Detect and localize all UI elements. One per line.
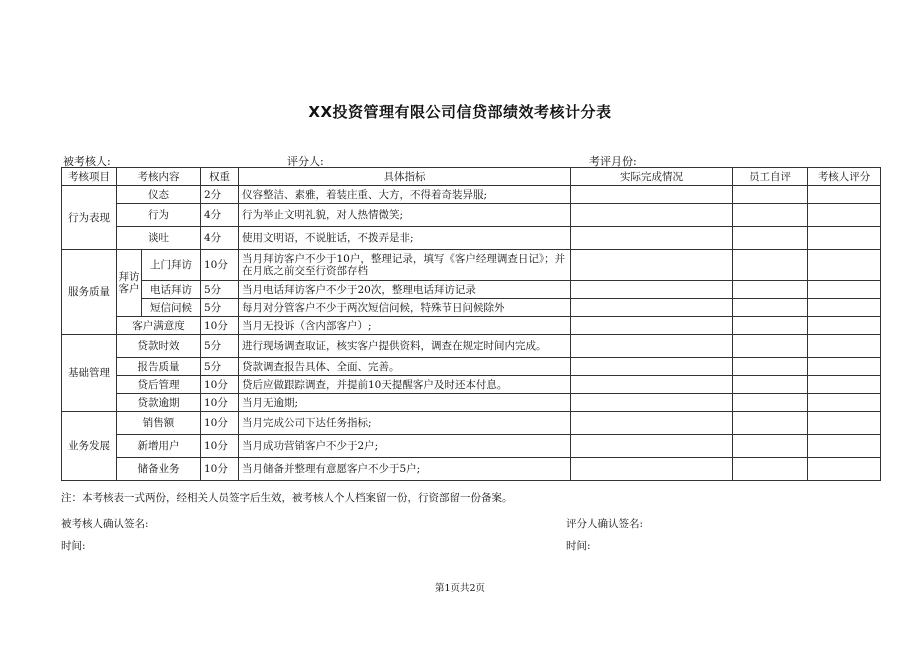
assessee-time-label: 时间: — [61, 540, 86, 552]
weight-cell: 10分 — [201, 250, 239, 281]
rater-score-input[interactable] — [808, 204, 881, 227]
indicator-cell: 当月无逾期; — [239, 394, 571, 412]
indicator-cell: 行为举止文明礼貌，对人热情微笑; — [239, 204, 571, 227]
table-note: 注：本考核表一式两份，经相关人员签字后生效，被考核人个人档案留一份，行资部留一份备案。 — [61, 492, 513, 504]
table-row — [62, 335, 881, 358]
actual-input[interactable] — [571, 281, 733, 299]
actual-input[interactable] — [571, 299, 733, 317]
actual-input[interactable] — [571, 435, 733, 458]
header-rater: 考核人评分 — [808, 168, 881, 186]
month-label: 考评月份: — [589, 155, 637, 168]
assessee-signature-label: 被考核人确认签名: — [61, 518, 149, 530]
rater-label: 评分人: — [287, 155, 324, 168]
indicator-cell: 当月拜访客户不少于10户，整理记录，填写《客户经理调查日记》；并在月底之前交至行资部存档 — [239, 250, 571, 281]
weight-cell: 4分 — [201, 204, 239, 227]
content-cell: 上门拜访 — [142, 250, 201, 281]
rater-score-input[interactable] — [808, 299, 881, 317]
table-row — [62, 358, 881, 376]
indicator-cell: 每月对分管客户不少于两次短信问候，特殊节日问候除外 — [239, 299, 571, 317]
actual-input[interactable] — [571, 376, 733, 394]
assessment-table — [61, 167, 881, 481]
indicator-cell: 当月无投诉（含内部客户）; — [239, 317, 571, 335]
content-cell: 新增用户 — [117, 435, 201, 458]
table-header-row — [62, 168, 881, 186]
self-score-input[interactable] — [733, 412, 808, 435]
rater-score-input[interactable] — [808, 376, 881, 394]
weight-cell: 4分 — [201, 227, 239, 250]
content-cell: 贷款时效 — [117, 335, 201, 358]
indicator-cell: 当月成功营销客户不少于2户; — [239, 435, 571, 458]
weight-cell: 5分 — [201, 335, 239, 358]
weight-cell: 5分 — [201, 281, 239, 299]
content-cell: 贷款逾期 — [117, 394, 201, 412]
header-item: 考核项目 — [62, 168, 117, 186]
self-score-input[interactable] — [733, 458, 808, 481]
self-score-input[interactable] — [733, 250, 808, 281]
table-row — [62, 299, 881, 317]
self-score-input[interactable] — [733, 317, 808, 335]
indicator-cell: 当月储备并整理有意愿客户不少于5户; — [239, 458, 571, 481]
weight-cell: 10分 — [201, 458, 239, 481]
weight-cell: 10分 — [201, 317, 239, 335]
actual-input[interactable] — [571, 412, 733, 435]
content-cell: 仪态 — [117, 186, 201, 204]
rater-score-input[interactable] — [808, 335, 881, 358]
header-actual: 实际完成情况 — [571, 168, 733, 186]
indicator-cell: 使用文明语，不说脏话，不拨弄是非; — [239, 227, 571, 250]
indicator-cell: 进行现场调查取证，核实客户提供资料，调查在规定时间内完成。 — [239, 335, 571, 358]
table-row — [62, 250, 881, 281]
self-score-input[interactable] — [733, 358, 808, 376]
actual-input[interactable] — [571, 317, 733, 335]
content-cell: 短信问候 — [142, 299, 201, 317]
page-number: 第1页共2页 — [434, 583, 486, 594]
actual-input[interactable] — [571, 227, 733, 250]
self-score-input[interactable] — [733, 186, 808, 204]
self-score-input[interactable] — [733, 335, 808, 358]
group-label: 服务质量 — [62, 250, 117, 335]
self-score-input[interactable] — [733, 394, 808, 412]
header-indicator: 具体指标 — [239, 168, 571, 186]
self-score-input[interactable] — [733, 281, 808, 299]
indicator-cell: 仪容整洁、素雅，着装庄重、大方，不得着奇装异服; — [239, 186, 571, 204]
header-content: 考核内容 — [117, 168, 201, 186]
table-row — [62, 317, 881, 335]
self-score-input[interactable] — [733, 204, 808, 227]
weight-cell: 2分 — [201, 186, 239, 204]
indicator-cell: 当月完成公司下达任务指标; — [239, 412, 571, 435]
self-score-input[interactable] — [733, 435, 808, 458]
content-cell: 贷后管理 — [117, 376, 201, 394]
weight-cell: 5分 — [201, 358, 239, 376]
actual-input[interactable] — [571, 186, 733, 204]
actual-input[interactable] — [571, 394, 733, 412]
rater-score-input[interactable] — [808, 394, 881, 412]
content-cell: 报告质量 — [117, 358, 201, 376]
table-row — [62, 458, 881, 481]
content-cell: 客户满意度 — [117, 317, 201, 335]
actual-input[interactable] — [571, 204, 733, 227]
group-label: 业务发展 — [62, 412, 117, 481]
self-score-input[interactable] — [733, 227, 808, 250]
rater-score-input[interactable] — [808, 317, 881, 335]
rater-score-input[interactable] — [808, 412, 881, 435]
table-row — [62, 281, 881, 299]
rater-time-label: 时间: — [566, 540, 591, 552]
weight-cell: 10分 — [201, 412, 239, 435]
weight-cell: 10分 — [201, 435, 239, 458]
rater-score-input[interactable] — [808, 458, 881, 481]
indicator-cell: 当月电话拜访客户不少于20次，整理电话拜访记录 — [239, 281, 571, 299]
group-label: 基础管理 — [62, 335, 117, 412]
weight-cell: 10分 — [201, 394, 239, 412]
table-row — [62, 435, 881, 458]
table-row — [62, 204, 881, 227]
rater-score-input[interactable] — [808, 186, 881, 204]
indicator-cell: 贷款调查报告具体、全面、完善。 — [239, 358, 571, 376]
self-score-input[interactable] — [733, 376, 808, 394]
weight-cell: 5分 — [201, 299, 239, 317]
document-title: XX投资管理有限公司信贷部绩效考核计分表 — [308, 103, 612, 121]
actual-input[interactable] — [571, 250, 733, 281]
content-cell: 储备业务 — [117, 458, 201, 481]
actual-input[interactable] — [571, 335, 733, 358]
rater-score-input[interactable] — [808, 227, 881, 250]
table-row — [62, 394, 881, 412]
rater-score-input[interactable] — [808, 281, 881, 299]
actual-input[interactable] — [571, 458, 733, 481]
header-weight: 权重 — [201, 168, 239, 186]
rater-signature-label: 评分人确认签名: — [566, 518, 644, 530]
actual-input[interactable] — [571, 358, 733, 376]
table-row — [62, 227, 881, 250]
content-cell: 销售额 — [117, 412, 201, 435]
rater-score-input[interactable] — [808, 435, 881, 458]
table-row — [62, 186, 881, 204]
table-row — [62, 412, 881, 435]
rater-score-input[interactable] — [808, 250, 881, 281]
header-self: 员工自评 — [733, 168, 808, 186]
subgroup-label: 拜访客户 — [117, 250, 142, 317]
content-cell: 行为 — [117, 204, 201, 227]
assessee-label: 被考核人: — [63, 155, 111, 168]
self-score-input[interactable] — [733, 299, 808, 317]
content-cell: 谈吐 — [117, 227, 201, 250]
indicator-cell: 贷后应做跟踪调查，并提前10天提醒客户及时还本付息。 — [239, 376, 571, 394]
group-label: 行为表现 — [62, 186, 117, 250]
weight-cell: 10分 — [201, 376, 239, 394]
rater-score-input[interactable] — [808, 358, 881, 376]
table-row — [62, 376, 881, 394]
content-cell: 电话拜访 — [142, 281, 201, 299]
